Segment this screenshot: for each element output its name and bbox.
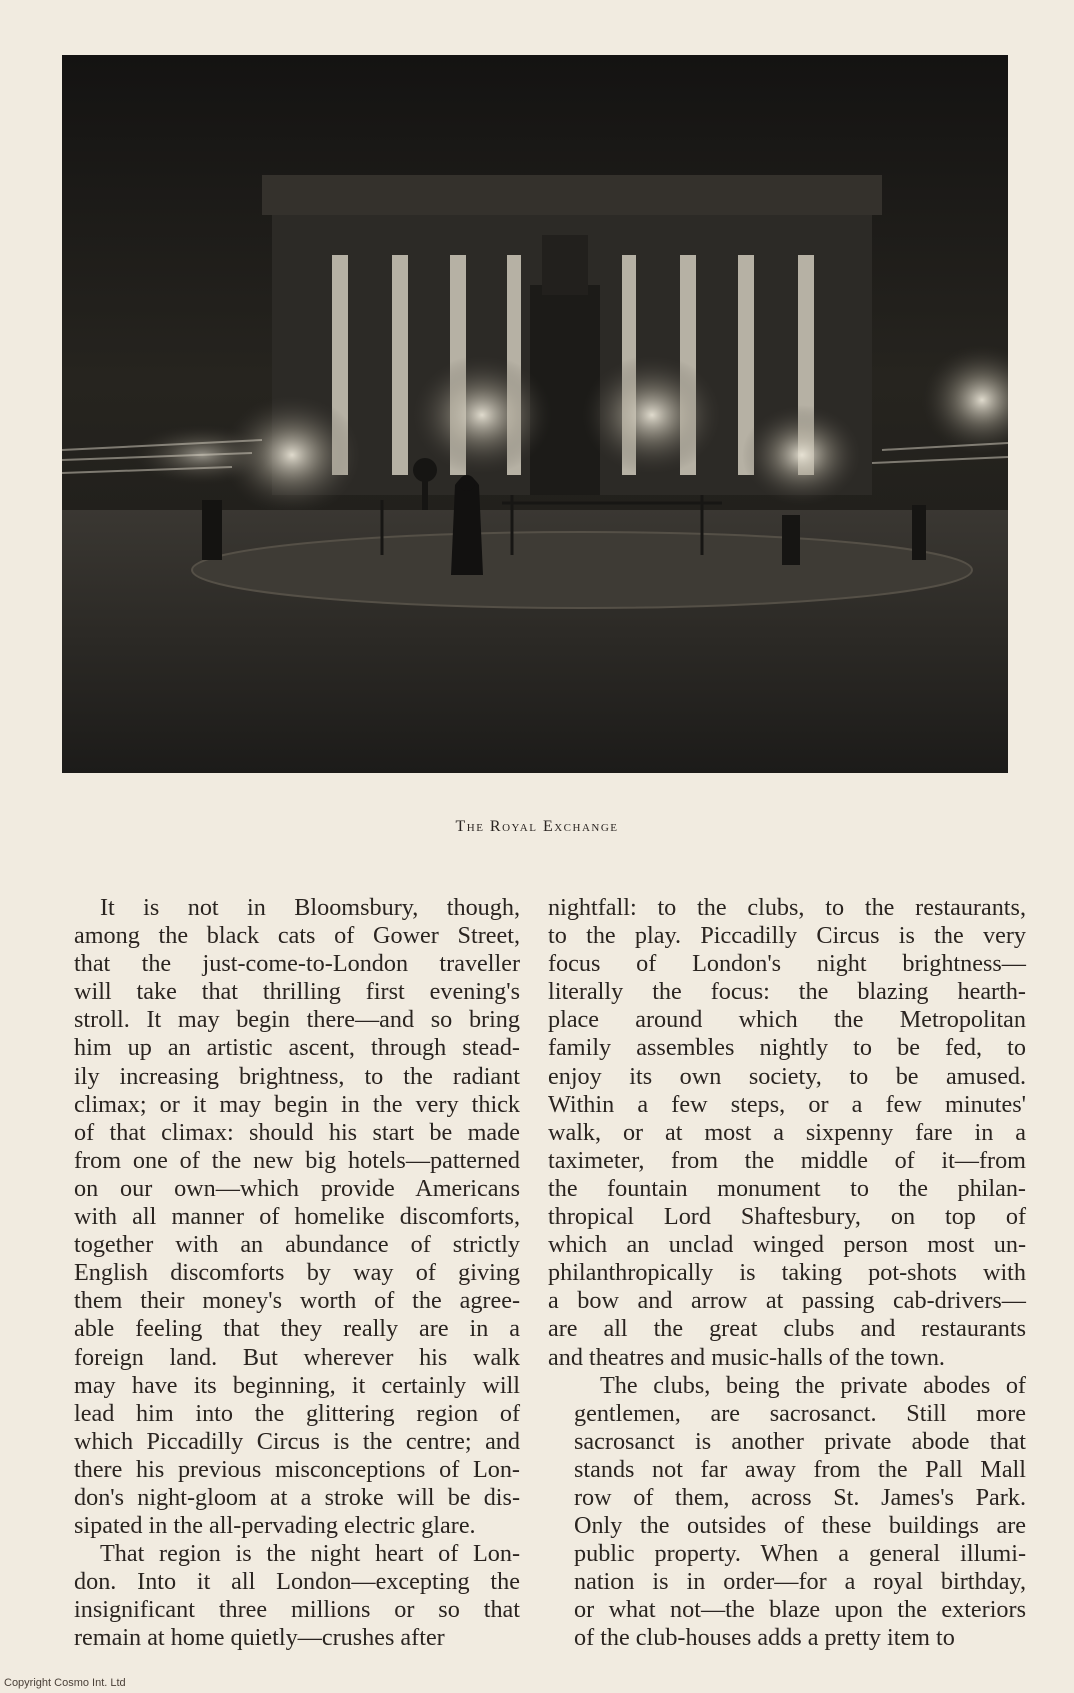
text-line: which Piccadilly Circus is the centre; and (74, 1427, 520, 1455)
text-line: The clubs, being the private abodes of (600, 1371, 1026, 1399)
left-text-column (48, 894, 520, 1653)
text-line: sacrosanct is another private abode that (574, 1427, 1026, 1455)
text-line: English discomforts by way of giving (74, 1259, 520, 1287)
text-line: don's night-gloom at a stroke will be dis- (74, 1483, 520, 1511)
text-line: That region is the night heart of Lon- (100, 1540, 520, 1568)
text-line: among the black cats of Gower Street, (74, 922, 520, 950)
text-line: of the club-houses adds a pretty item to (574, 1624, 955, 1652)
text-line: nation is in order—for a royal birthday, (574, 1568, 1026, 1596)
text-line: It is not in Bloomsbury, though, (100, 894, 520, 921)
text-line: gentlemen, are sacrosanct. Still more (574, 1399, 1026, 1427)
text-line: are all the great clubs and restaurants (548, 1315, 1026, 1343)
text-line: there his previous misconceptions of Lon- (74, 1455, 520, 1483)
text-line: able feeling that they really are in a (74, 1315, 520, 1343)
text-line: the fountain monument to the philan- (548, 1174, 1026, 1202)
paragraph (48, 894, 520, 1540)
text-line: will take that thrilling first evening's (74, 978, 520, 1006)
text-line: family assembles nightly to be fed, to (548, 1034, 1026, 1062)
text-line: or what not—the blaze upon the exteriors (574, 1596, 1026, 1624)
text-line: lead him into the glittering region of (74, 1399, 520, 1427)
text-line: that the just-come-to-London traveller (74, 950, 520, 978)
text-line: of that climax: should his start be made (74, 1118, 520, 1146)
text-line: ily increasing brightness, to the radiant (74, 1062, 520, 1090)
text-line: thropical Lord Shaftesbury, on top of (548, 1203, 1026, 1231)
text-line: stands not far away from the Pall Mall (574, 1455, 1026, 1483)
text-line: philanthropically is taking pot-shots with (548, 1259, 1026, 1287)
text-line: Only the outsides of these buildings are (574, 1512, 1026, 1540)
text-line: focus of London's night brightness— (548, 950, 1026, 978)
royal-exchange-photo (62, 55, 1008, 773)
text-line: remain at home quietly—crushes after (74, 1624, 445, 1652)
text-line: nightfall: to the clubs, to the restaurants, (548, 894, 1026, 921)
text-line: with all manner of homelike discomforts, (74, 1203, 520, 1231)
text-line: them their money's worth of the agree- (74, 1287, 520, 1315)
text-line: together with an abundance of strictly (74, 1231, 520, 1259)
text-line: from one of the new big hotels—patterned (74, 1146, 520, 1174)
text-line: enjoy its own society, to be amused. (548, 1062, 1026, 1090)
text-line: Within a few steps, or a few minutes' (548, 1090, 1026, 1118)
text-line: may have its beginning, it certainly will (74, 1371, 520, 1399)
text-line: don. Into it all London—excepting the (74, 1568, 520, 1596)
text-line: stroll. It may begin there—and so bring (74, 1006, 520, 1034)
night-scene-illustration (62, 55, 1008, 773)
text-line: public property. When a general illumi- (574, 1540, 1026, 1568)
text-line: a bow and arrow at passing cab-drivers— (548, 1287, 1026, 1315)
text-line: walk, or at most a sixpenny fare in a (548, 1118, 1026, 1146)
text-line: foreign land. But wherever his walk (74, 1343, 520, 1371)
text-line: and theatres and music-halls of the town. (548, 1343, 945, 1371)
text-line: literally the focus: the blazing hearth- (548, 978, 1026, 1006)
paragraph (548, 1372, 1026, 1653)
text-line: insignificant three millions or so that (74, 1596, 520, 1624)
text-line: climax; or it may begin in the very thick (74, 1090, 520, 1118)
text-line: him up an artistic ascent, through stead- (74, 1034, 520, 1062)
right-text-column (548, 894, 1026, 1653)
caption-text: The Royal Exchange (455, 818, 619, 835)
text-line: to the play. Piccadilly Circus is the very (548, 922, 1026, 950)
photo-caption (0, 818, 1074, 836)
copyright-footer: Copyright Cosmo Int. Ltd (4, 1677, 126, 1689)
text-line: on our own—which provide Americans (74, 1174, 520, 1202)
text-line: which an unclad winged person most un- (548, 1231, 1026, 1259)
paragraph (548, 894, 1026, 1372)
text-line: sipated in the all-pervading electric glare. (74, 1512, 476, 1540)
text-line: taximeter, from the middle of it—from (548, 1146, 1026, 1174)
text-line: row of them, across St. James's Park. (574, 1483, 1026, 1511)
text-line: place around which the Metropolitan (548, 1006, 1026, 1034)
paragraph (48, 1540, 520, 1652)
